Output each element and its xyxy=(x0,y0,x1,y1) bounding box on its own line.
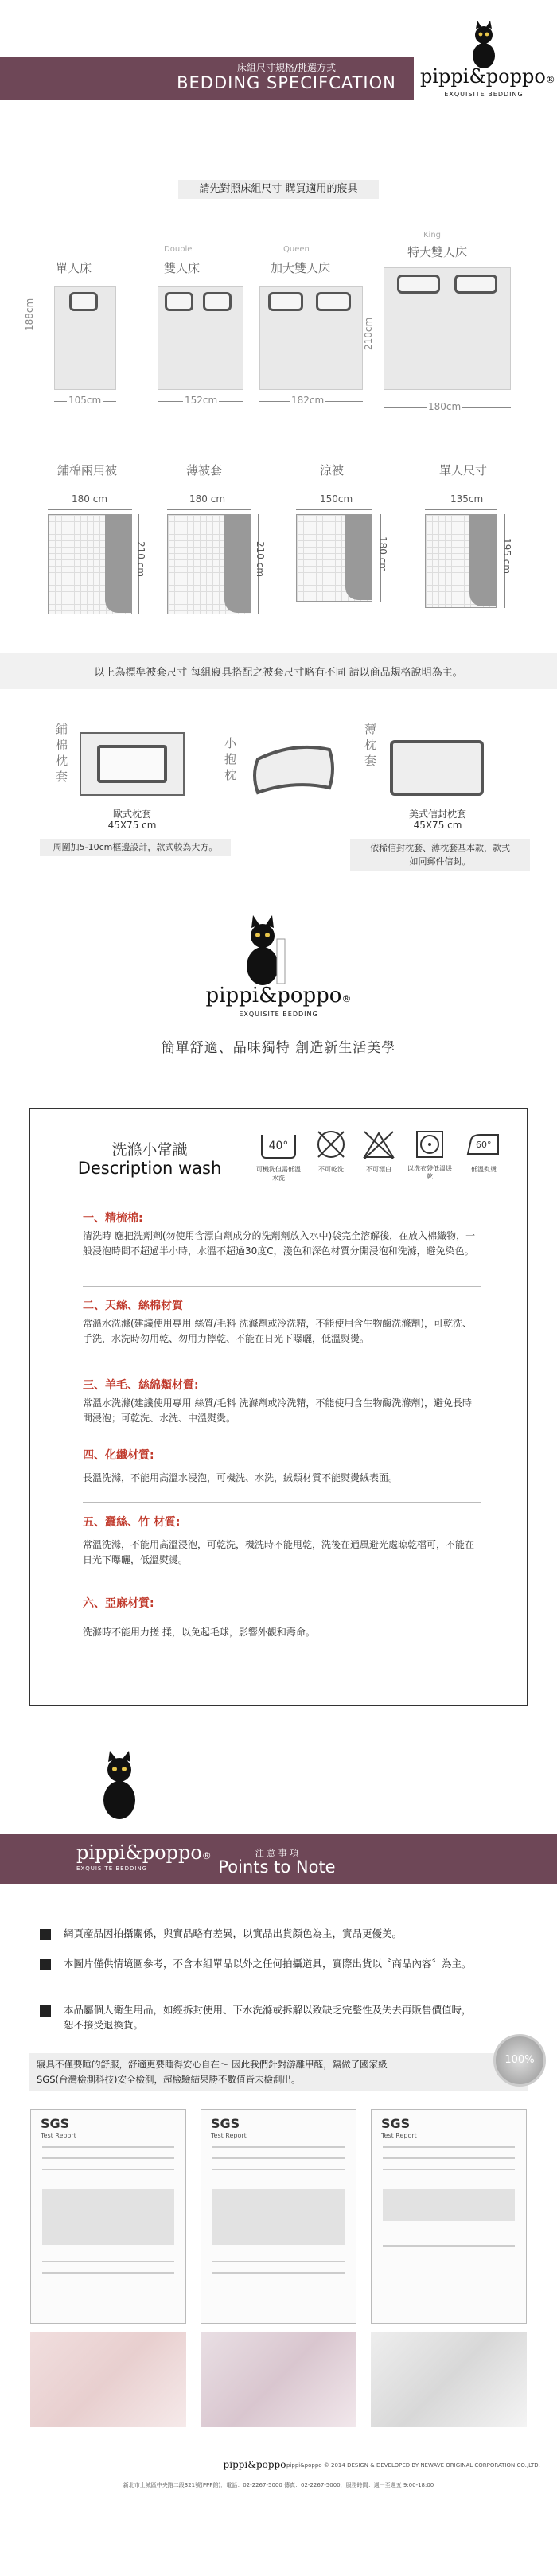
care-title-zh: 洗滌小常識 xyxy=(111,1141,188,1159)
spec-tip: 請先對照床組尺寸 購買適用的寢具 xyxy=(178,180,379,199)
cover-single xyxy=(425,514,497,608)
care-box xyxy=(29,1108,528,1706)
cert-logo: SGS xyxy=(41,2116,70,2131)
cover-summer xyxy=(296,514,372,602)
cert-line xyxy=(212,2261,345,2262)
cover-fold xyxy=(345,514,372,600)
wash-icon-label: 可機洗但需低溫水洗 xyxy=(256,1166,301,1182)
bed-width: 180cm xyxy=(428,401,462,412)
product-photo xyxy=(30,2332,186,2427)
care-section-text: 常溫水洗滌(建議使用專用 絲質/毛料 洗滌劑或冷洗精，不能使用含生物酶洗滌劑)，避免長時間浸泡；可乾洗、水洗、中溫熨燙。 xyxy=(83,1397,473,1424)
brand-tag: EXQUISITE BEDDING xyxy=(239,1011,318,1018)
cover-label: 鋪棉兩用被 xyxy=(57,463,118,477)
cover-height: 210 cm xyxy=(135,541,146,578)
brand-reg: ® xyxy=(341,993,352,1004)
pillow-small-label: 小抱枕 xyxy=(224,736,237,782)
pillow-icon xyxy=(316,292,351,311)
notes-brand xyxy=(76,1735,212,1886)
care-section-text: 洗滌時不能用力搓 揉，以免起毛球，影響外觀和壽命。 xyxy=(83,1627,315,1638)
bed-width: 105cm xyxy=(68,395,102,406)
wash-icon-label: 以洗衣袋低溫烘乾 xyxy=(407,1165,452,1180)
care-section-text: 常溫水洗滌(建議使用專用 絲質/毛料 洗滌劑或冷洗精，不能使用含生物酶洗滌劑)，可乾洗、手洗，水洗時勿用乾、勿用力擰乾、不能在日光下曝曬，低溫熨燙。 xyxy=(83,1318,473,1344)
cover-sizes xyxy=(0,462,557,637)
cat-icon xyxy=(239,915,290,987)
notes-title-en: Points to Note xyxy=(218,1857,336,1876)
cert-logo: SGS xyxy=(381,2116,411,2131)
spec-subtitle-text: 床組尺寸規格/挑選方式 xyxy=(236,62,337,73)
brand-tag: EXQUISITE BEDDING xyxy=(444,91,524,98)
bed-sizes xyxy=(0,223,557,430)
us-pillow-note xyxy=(350,839,530,871)
footer xyxy=(0,2435,557,2576)
spec-subtitle: 床組尺寸規格/挑選方式 xyxy=(233,119,324,130)
quality-badge-text: 100% xyxy=(504,2054,535,2066)
care-section-text: 常溫洗滌，不能用高溫浸泡，可乾洗，機洗時不能甩乾，洗後在通風避光處晾乾檔可，不能在日光下曝曬，低溫熨燙。 xyxy=(83,1539,475,1565)
pillow-icon xyxy=(203,292,232,311)
bed-en-label: Double xyxy=(164,245,193,254)
cover-width: 135cm xyxy=(450,493,484,505)
cover-label: 涼被 xyxy=(320,463,345,477)
us-pillow-icon xyxy=(390,740,484,796)
brand-name xyxy=(159,984,398,1007)
cover-fold xyxy=(105,514,132,613)
footer-brand: pippi&poppo xyxy=(223,2459,286,2470)
cover-width-line xyxy=(296,509,372,510)
footer-copyright: pippi&poppo © 2014 DESIGN & DEVELOPED BY NEWAVE ORIGINAL CORPORATION CO.,LTD. xyxy=(286,2462,540,2469)
pillow-quilted-label: 鋪棉枕套 xyxy=(56,722,68,784)
sgs-certificate xyxy=(30,2109,186,2324)
care-title-en: Description wash xyxy=(77,1159,222,1178)
brand-name xyxy=(420,65,555,88)
cert-line xyxy=(42,2189,174,2245)
wash-icon-40 xyxy=(261,1135,296,1159)
brand-reg: ® xyxy=(545,74,555,85)
notes-title-zh: 注 意 事 項 xyxy=(255,1848,299,1858)
us-pillow-note-line2: 如同郵件信封。 xyxy=(409,856,471,867)
care-section-text: 長溫洗滌，不能用高溫水浸泡，可機洗、水洗，絨類材質不能熨燙絨表面。 xyxy=(83,1472,399,1483)
brand-logo xyxy=(420,21,555,100)
pillow-icon xyxy=(69,292,98,311)
note-item: 本品屬個人衛生用品，如經拆封使用、下水洗滌或拆解以致缺乏完整性及失去再販售價值時，恕不接受退換貨。 xyxy=(64,2004,472,2031)
euro-pillow-name: 歐式枕套 xyxy=(112,809,151,820)
sgs-text-1: 寢具不僅要睡的舒服，舒適更要睡得安心自在～ 因此我們針對游離甲醛，鎘做了國家級 xyxy=(37,2059,388,2070)
cert-line xyxy=(42,2272,174,2274)
care-section-text: 清洗時 應把洗劑劑(勿使用含漂白劑成分的洗劑劑放入水中)袋完全溶解後，在放入棉織物，一般浸泡時間不超過半小時，水溫不超過30度C，淺色和深色材質分開浸泡和洗滌，避免染色。 xyxy=(83,1230,476,1257)
cert-title: Test Report xyxy=(381,2132,417,2139)
cert-line xyxy=(383,2169,515,2170)
bed-queen xyxy=(259,286,363,390)
care-divider xyxy=(83,1502,481,1503)
us-pillow-name: 美式信封枕套 xyxy=(408,809,466,820)
bed-king xyxy=(384,267,511,390)
cert-line xyxy=(212,2157,345,2159)
brand-reg: ® xyxy=(201,1850,212,1861)
brand-tag: EXQUISITE BEDDING xyxy=(76,1865,148,1872)
no-bleach-icon xyxy=(361,1128,396,1160)
euro-pillow-icon xyxy=(80,732,185,796)
note-bullet xyxy=(40,2005,51,2017)
cover-duvet xyxy=(48,514,132,614)
care-section-title: 三、羊毛、絲綿類材質: xyxy=(83,1379,199,1392)
cover-fold xyxy=(224,514,251,613)
cert-line xyxy=(42,2146,174,2148)
cover-fold xyxy=(469,514,497,606)
cat-icon xyxy=(97,1751,145,1822)
care-section-title: 五、蠶絲、竹 材質: xyxy=(83,1516,181,1529)
pillow-thin-label: 薄枕套 xyxy=(364,722,377,768)
quality-badge xyxy=(493,2034,546,2087)
cert-logo: SGS xyxy=(211,2116,240,2131)
cert-title: Test Report xyxy=(41,2132,76,2139)
cover-height: 195 cm xyxy=(501,538,512,575)
cert-line xyxy=(212,2146,345,2148)
cover-label: 單人尺寸 xyxy=(439,463,488,477)
cover-height: 180 cm xyxy=(377,536,388,573)
bed-double xyxy=(158,286,243,390)
iron-temp: 60° xyxy=(476,1140,492,1150)
cat-icon xyxy=(468,21,500,68)
wash-icon-label: 低溫熨燙 xyxy=(471,1166,497,1173)
pillow-icon xyxy=(165,292,193,311)
no-dryclean-icon xyxy=(315,1128,347,1160)
sgs-certificate xyxy=(201,2109,356,2324)
wash-icon-label: 不可漂白 xyxy=(366,1166,391,1173)
cover-width: 150cm xyxy=(320,493,353,505)
brand-name xyxy=(76,1841,212,1864)
us-pillow-note-line1: 依稀信封枕套、薄枕套基本款，款式 xyxy=(370,843,510,853)
pillow-icon xyxy=(397,275,440,294)
size-note xyxy=(0,653,557,689)
small-pillow-icon xyxy=(250,739,337,802)
bed-label: 單人床 xyxy=(56,261,92,275)
sgs-text-2: SGS(台灣檢測科技)安全檢測，超檢驗結果勝不數值皆未檢測出。 xyxy=(37,2074,301,2085)
cert-line xyxy=(212,2189,345,2245)
spec-title: BEDDING SPECIFCATION xyxy=(177,73,396,92)
footer-address: 新北市土城區中央路二段321號(PPP館)．電話：02-2267-5000 傳真：02-2267-5000．服務時間：週一至週五 9:00-18:00 xyxy=(123,2482,434,2488)
cover-width: 180 cm xyxy=(189,493,226,505)
bed-label: 雙人床 xyxy=(164,261,201,275)
us-pillow-size: 45X75 cm xyxy=(413,820,462,831)
cert-line xyxy=(383,2245,515,2247)
cover-thin xyxy=(167,514,251,614)
bed-label: 加大雙人床 xyxy=(271,261,331,275)
wash-icon-label: 不可乾洗 xyxy=(318,1166,344,1173)
product-photo xyxy=(371,2332,527,2427)
brand-middle xyxy=(0,915,557,1027)
care-section-title: 二、天絲、絲棉材質 xyxy=(83,1300,183,1312)
bed-en-label: Queen xyxy=(283,245,310,254)
note-bullet xyxy=(40,1929,51,1940)
cert-line xyxy=(383,2157,515,2159)
bed-height: 188cm xyxy=(24,298,35,331)
cert-line xyxy=(383,2189,515,2221)
bed-label: 特大雙人床 xyxy=(407,245,468,259)
bed-single xyxy=(54,286,116,390)
bed-en-label: King xyxy=(423,231,442,240)
tumble-dry-icon xyxy=(414,1128,446,1160)
cover-width-line xyxy=(167,509,251,510)
bed-width: 182cm xyxy=(291,395,325,406)
euro-pillow-note: 周圍加5-10cm框邊設計，款式較為大方。 xyxy=(40,839,231,856)
euro-pillow-size: 45X75 cm xyxy=(107,820,157,831)
brand-name-text: pippi&poppo xyxy=(76,1841,202,1864)
cover-width-line xyxy=(425,509,497,510)
care-divider xyxy=(83,1286,481,1287)
cert-line xyxy=(212,2169,345,2170)
brand-name-text: pippi&poppo xyxy=(205,984,342,1007)
note-bullet xyxy=(40,1959,51,1970)
cert-line xyxy=(42,2157,174,2159)
cert-line xyxy=(212,2272,345,2274)
care-section-title: 四、化纖材質: xyxy=(83,1449,154,1462)
sgs-notice xyxy=(29,2053,528,2091)
brand-slogan: 簡單舒適、品味獨特 創造新生活美學 xyxy=(161,1040,396,1056)
euro-pillow-inner xyxy=(97,745,167,783)
wash-temp: 40° xyxy=(268,1140,289,1152)
cert-title: Test Report xyxy=(211,2132,247,2139)
pillow-icon xyxy=(268,292,303,311)
note-item: 網頁產品因拍攝關係，與實品略有差異，以實品出貨顏色為主，實品更優美。 xyxy=(64,1927,403,1939)
bed-width: 152cm xyxy=(185,395,218,406)
pillow-icon xyxy=(454,275,497,294)
cert-line xyxy=(42,2169,174,2170)
cover-width-line xyxy=(48,509,132,510)
product-photo xyxy=(201,2332,356,2427)
bed-height: 210cm xyxy=(363,317,374,350)
brand-name-text: pippi&poppo xyxy=(420,65,546,88)
cert-line xyxy=(42,2261,174,2262)
pillow-section xyxy=(0,708,557,883)
care-section-title: 六、亞麻材質: xyxy=(83,1597,154,1610)
cover-label: 薄被套 xyxy=(186,463,223,477)
care-section-title: 一、精梳棉: xyxy=(83,1212,143,1225)
cert-line xyxy=(383,2146,515,2148)
cover-width: 180 cm xyxy=(72,493,108,505)
sgs-certificate xyxy=(371,2109,527,2324)
note-item: 本圖片僅供情境圖參考，不含本組單品以外之任何拍攝道具，實際出貨以〝商品內容〞為主。 xyxy=(64,1958,472,1970)
cover-height: 210 cm xyxy=(255,541,266,578)
size-note-text: 以上為標準被套尺寸 每組寢具搭配之被套尺寸略有不同 請以商品規格說明為主。 xyxy=(94,667,463,679)
